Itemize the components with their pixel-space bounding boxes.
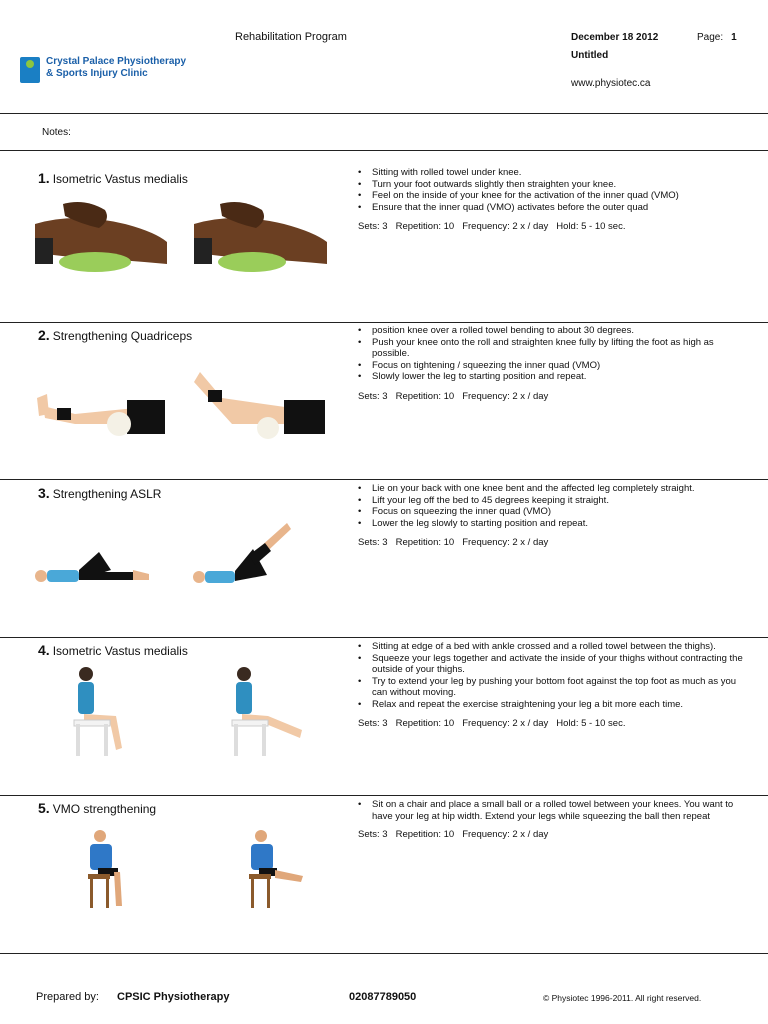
notes-label: Notes: <box>42 127 71 138</box>
logo-line-2: & Sports Injury Clinic <box>46 68 148 79</box>
exercise-parameters <box>358 391 556 402</box>
instruction-item: • Relax and repeat the exercise straightening your leg a bit more each time. <box>358 699 748 711</box>
exercise-title <box>38 642 188 658</box>
exercise-title <box>38 800 156 816</box>
instruction-item: • Squeeze your legs together and activate the inside of your thighs without contracting the outside of your thighs. <box>358 653 748 676</box>
frequency: Frequency: 2 x / day <box>462 829 549 840</box>
divider <box>0 150 768 151</box>
exercise-image <box>228 664 308 760</box>
page-label: Page: <box>697 32 724 43</box>
divider <box>0 322 768 323</box>
exercise-image <box>245 828 307 912</box>
frequency: Frequency: 2 x / day <box>462 718 549 729</box>
instruction-item: • Push your knee onto the roll and straighten knee fully by lifting the foot as high as possible. <box>358 337 748 360</box>
exercise-image <box>194 194 327 278</box>
exercise-image <box>191 515 295 590</box>
instruction-item: • Focus on squeezing the inner quad (VMO) <box>358 506 748 518</box>
repetition: Repetition: 10 <box>395 829 455 840</box>
instruction-item: • Focus on tightening / squeezing the inner quad (VMO) <box>358 360 748 372</box>
exercise-image <box>84 828 132 912</box>
instruction-item: • Ensure that the inner quad (VMO) activates before the outer quad <box>358 202 748 214</box>
exercise-instructions <box>358 167 748 213</box>
exercise-name: VMO strengthening <box>52 802 157 816</box>
sets: Sets: 3 <box>358 829 388 840</box>
exercise-title <box>38 327 192 343</box>
exercise-parameters <box>358 718 633 729</box>
repetition: Repetition: 10 <box>395 537 455 548</box>
exercise-image <box>35 358 165 442</box>
instruction-item: • Sitting with rolled towel under knee. <box>358 167 748 179</box>
exercise-name: Strengthening Quadriceps <box>52 329 193 343</box>
frequency: Frequency: 2 x / day <box>462 391 549 402</box>
program-name: Untitled <box>571 50 609 61</box>
instruction-item: • Slowly lower the leg to starting position and repeat. <box>358 371 748 383</box>
exercise-number: 2. <box>38 327 50 343</box>
repetition: Repetition: 10 <box>395 391 455 402</box>
exercise-image <box>35 194 167 278</box>
exercise-instructions <box>358 325 748 383</box>
exercise-parameters <box>358 829 556 840</box>
repetition: Repetition: 10 <box>395 221 455 232</box>
page-number: 1 <box>731 32 737 43</box>
clinic-phone: 02087789050 <box>349 991 417 1003</box>
program-title: Rehabilitation Program <box>235 31 347 43</box>
frequency: Frequency: 2 x / day <box>462 537 549 548</box>
instruction-item: • position knee over a rolled towel bending to about 30 degrees. <box>358 325 748 337</box>
clinic-logo-icon <box>20 57 40 83</box>
prepared-by-label: Prepared by: <box>36 991 99 1003</box>
instruction-item: • Feel on the inside of your knee for the activation of the inner quad (VMO) <box>358 190 748 202</box>
instruction-item: • Sit on a chair and place a small ball or a rolled towel between your knees. You want to have your leg at hip width. Extend your legs while squeezing the ball then repeat <box>358 799 748 822</box>
page-indicator <box>697 32 737 43</box>
exercise-parameters <box>358 537 556 548</box>
sets: Sets: 3 <box>358 391 388 402</box>
exercise-instructions <box>358 799 748 822</box>
copyright-notice: © Physiotec 1996-2011. All right reserved. <box>543 993 702 1003</box>
website-link[interactable]: www.physiotec.ca <box>571 78 651 89</box>
instruction-item: • Sitting at edge of a bed with ankle crossed and a rolled towel between the thighs). <box>358 641 748 653</box>
exercise-instructions <box>358 483 748 529</box>
exercise-name: Isometric Vastus medialis <box>52 172 188 186</box>
repetition: Repetition: 10 <box>395 718 455 729</box>
exercise-image <box>33 540 155 590</box>
exercise-parameters <box>358 221 633 232</box>
exercise-image <box>70 664 132 760</box>
exercise-number: 4. <box>38 642 50 658</box>
divider <box>0 113 768 114</box>
exercise-image <box>192 358 325 442</box>
exercise-title <box>38 170 188 186</box>
instruction-item: • Try to extend your leg by pushing your bottom foot against the top foot as much as you can without moving. <box>358 676 748 699</box>
divider <box>0 795 768 796</box>
logo-line-1: Crystal Palace Physiotherapy <box>46 56 187 67</box>
divider <box>0 479 768 480</box>
exercise-number: 5. <box>38 800 50 816</box>
instruction-item: • Lift your leg off the bed to 45 degrees keeping it straight. <box>358 495 748 507</box>
program-date: December 18 2012 <box>571 32 659 43</box>
instruction-item: • Lie on your back with one knee bent and the affected leg completely straight. <box>358 483 748 495</box>
divider <box>0 637 768 638</box>
exercise-name: Isometric Vastus medialis <box>52 644 188 658</box>
hold: Hold: 5 - 10 sec. <box>556 221 626 232</box>
frequency: Frequency: 2 x / day <box>462 221 549 232</box>
sets: Sets: 3 <box>358 718 388 729</box>
exercise-instructions <box>358 641 748 711</box>
exercise-number: 1. <box>38 170 50 186</box>
clinic-logo-text <box>46 56 186 80</box>
exercise-number: 3. <box>38 485 50 501</box>
prepared-by-name: CPSIC Physiotherapy <box>117 991 230 1003</box>
sets: Sets: 3 <box>358 221 388 232</box>
divider <box>0 953 768 954</box>
instruction-item: • Lower the leg slowly to starting position and repeat. <box>358 518 748 530</box>
instruction-item: • Turn your foot outwards slightly then straighten your knee. <box>358 179 748 191</box>
sets: Sets: 3 <box>358 537 388 548</box>
hold: Hold: 5 - 10 sec. <box>556 718 626 729</box>
exercise-title <box>38 485 161 501</box>
clinic-logo <box>20 55 220 87</box>
exercise-name: Strengthening ASLR <box>52 487 162 501</box>
